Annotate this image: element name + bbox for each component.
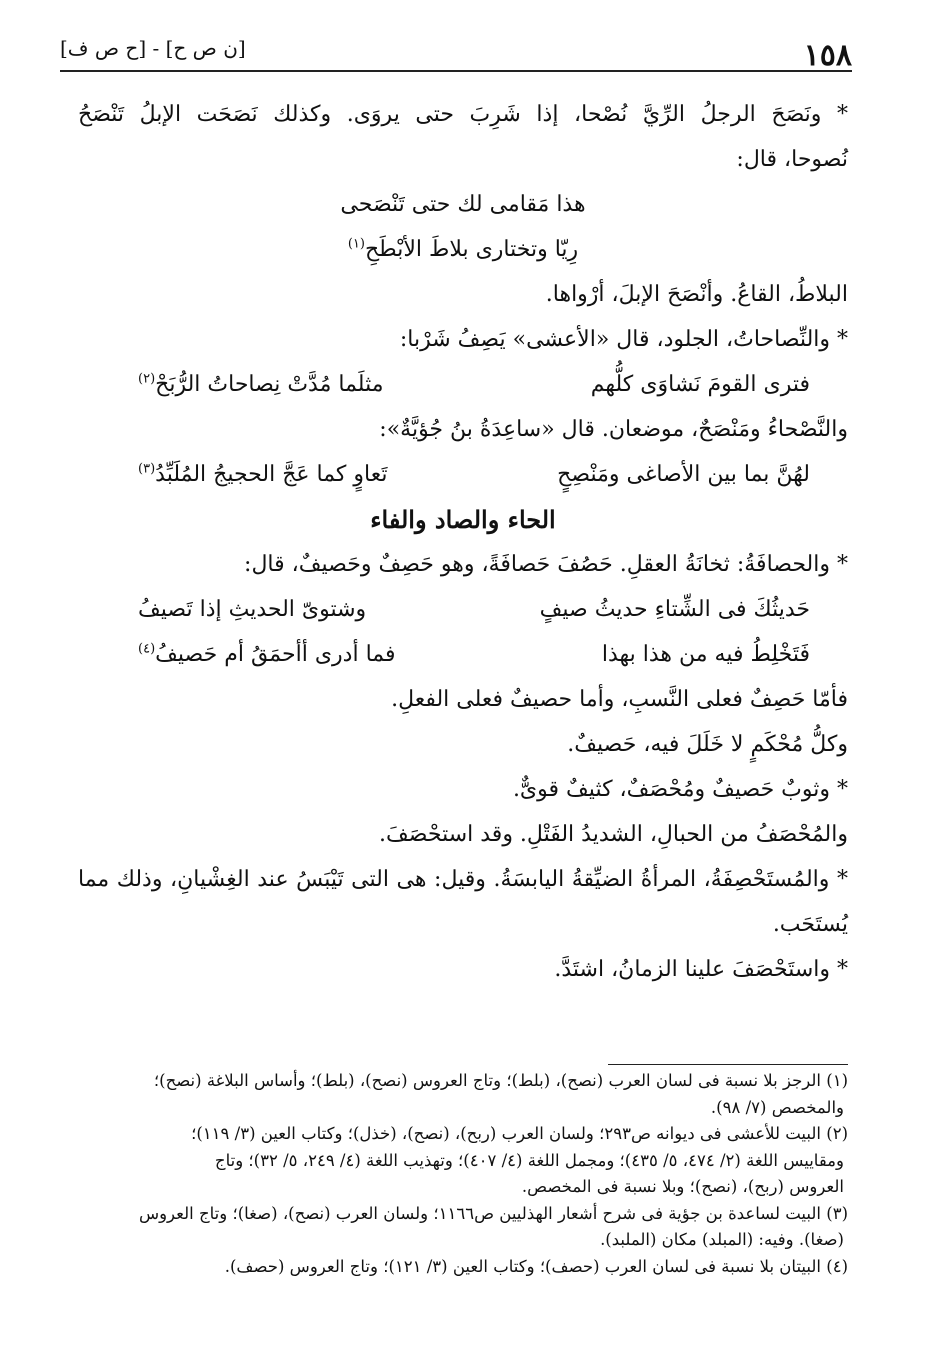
paragraph-line: * والنِّصاحاتُ، الجلود، قال «الأعشى» يَصِفُ شَرْبا: [399, 327, 848, 352]
footnote-line: (٢) البيت للأعشى فى ديوانه ص٢٩٣؛ ولسان العرب (ربح)، (نصح)، (خذل)؛ وكتاب العين (٣/ ١١٩)؛ [191, 1124, 848, 1143]
footnote-marker: (٤) [138, 641, 156, 657]
paragraph-line: والمُحْصَفُ من الحبالِ، الشديدُ الفَتْلِ. وقد استحْصَفَ. [379, 822, 848, 847]
verse-text: رِيّا وتختارى بلاطَ الأبْطَحِ [364, 237, 579, 262]
verse-second-hemistich [138, 362, 384, 407]
footnote-line: ومقاييس اللغة (٢/ ٤٧٤، ٥/ ٤٣٥)؛ ومجمل اللغة (٤/ ٤٠٧)؛ وتهذيب اللغة (٤/ ٢٤٩، ٥/ ٣٢)؛ وتاج [214, 1150, 844, 1170]
paragraph-line: * والمُستَحْصِفَةُ، المرأةُ الضيِّقةُ اليابسَةُ. وقيل: هى التى تَيْبَسُ عند الغِشْيانِ، وذلك مما [78, 867, 848, 892]
paragraph-line: * واستَحْصَفَ علينا الزمانُ، اشتَدَّ. [554, 957, 848, 982]
paragraph-line: وكلُّ مُحْكَمٍ لا خَلَلَ فيه، حَصيفٌ. [567, 732, 848, 757]
paragraph-line: * والحصافَةُ: ثخانَةُ العقلِ. حَصُفَ حَصافَةً، وهو حَصِفٌ وحَصيفٌ، قال: [244, 552, 848, 577]
verse-couplet [78, 452, 848, 497]
footnote-marker: (٣) [138, 461, 156, 477]
footnote-line: العروس (ربح)، (نصح)؛ وبلا نسبة فى المخصص. [521, 1177, 844, 1196]
verse-first-hemistich: فترى القومَ نَشاوَى كلُّهم [590, 372, 810, 397]
verse-text: فما أدرى أأحمَقُ أم حَصيفُ [155, 642, 396, 667]
section-heading: الحاء والصاد والفاء [370, 505, 556, 534]
paragraph-line: البلاطُ، القاعُ. وأنْصَحَ الإبلَ، أرْواها. [545, 282, 848, 307]
paragraph-line: والنَّصْحاءُ ومَنْصَحٌ، موضعان. قال «ساعِدَةُ بنُ جُؤيَّةٌ»: [379, 417, 848, 442]
verse-second-hemistich [138, 452, 387, 497]
verse-text: تَعاوٍ كما عَجَّ الحجيجُ المُلَبِّدُ [155, 462, 388, 487]
verse-line [78, 227, 848, 272]
footnote-marker: (١) [347, 236, 365, 252]
footnote-line: (١) الرجز بلا نسبة فى لسان العرب (نصح)، (بلط)؛ وتاج العروس (نصح)، (بلط)؛ وأساس البلاغة (نصح)؛ [153, 1071, 848, 1090]
verse-couplet [78, 362, 848, 407]
main-text [78, 92, 848, 992]
footnote-line: (٤) البيتان بلا نسبة فى لسان العرب (حصف)؛ وكتاب العين (٣/ ١٢١)؛ وتاج العروس (حصف). [224, 1256, 848, 1276]
footnote-separator [608, 1064, 848, 1065]
page-number: ١٥٨ [803, 38, 852, 73]
paragraph-line: * ونَصَحَ الرجلُ الرِّيَّ نُصْحا، إذا شَرِبَ حتى يروَى. وكذلك نَصَحَت الإبلُ تَنْصَحُ [78, 102, 848, 127]
paragraph-line: نُصوحا، قال: [736, 147, 848, 172]
verse-couplet [78, 632, 848, 677]
verse-first-hemistich: لهُنَّ بما بين الأصاغى ومَنْصِحٍ [557, 462, 810, 487]
footnotes [66, 1068, 848, 1280]
running-head: [ن ص ح] - [ح ص ف] [60, 36, 246, 60]
footnote-line: (٣) البيت لساعدة بن جؤية فى شرح أشعار الهذليين ص١١٦٦؛ ولسان العرب (نصح)، (صغا)؛ وتاج العروس [138, 1203, 848, 1223]
footnote-line: (صغا). وفيه: (المبلد) مكان (الملبد). [600, 1230, 844, 1249]
verse-second-hemistich: وشتوىّ الحديثِ إذا تَصيفُ [138, 597, 367, 622]
paragraph-line: فأمّا حَصِفٌ فعلى النَّسبِ، وأما حصيفٌ فعلى الفعلِ. [391, 687, 848, 712]
verse-text: هذا مَقامى لك حتى تَنْصَحى [340, 192, 586, 217]
verse-first-hemistich: فَتَخْلِطُ فيه من هذا بهذا [601, 642, 810, 667]
verse-line [78, 182, 848, 227]
verse-second-hemistich [138, 632, 396, 677]
footnote-marker: (٢) [138, 371, 156, 387]
verse-first-hemistich: حَديثُكَ فى الشِّتاءِ حديثُ صيفٍ [539, 597, 810, 622]
paragraph-line: * وثوبٌ حَصيفٌ ومُحْصَفٌ، كثيفٌ قوىٌّ. [512, 777, 848, 802]
footnote-line: والمخصص (٧/ ٩٨). [710, 1097, 844, 1117]
verse-text: مثلَما مُدَّتْ نِصاحاتُ الرُّبَحْ [155, 372, 384, 397]
verse-couplet [78, 587, 848, 632]
paragraph-line: يُستَحَب. [772, 912, 848, 937]
page-header [60, 32, 852, 72]
